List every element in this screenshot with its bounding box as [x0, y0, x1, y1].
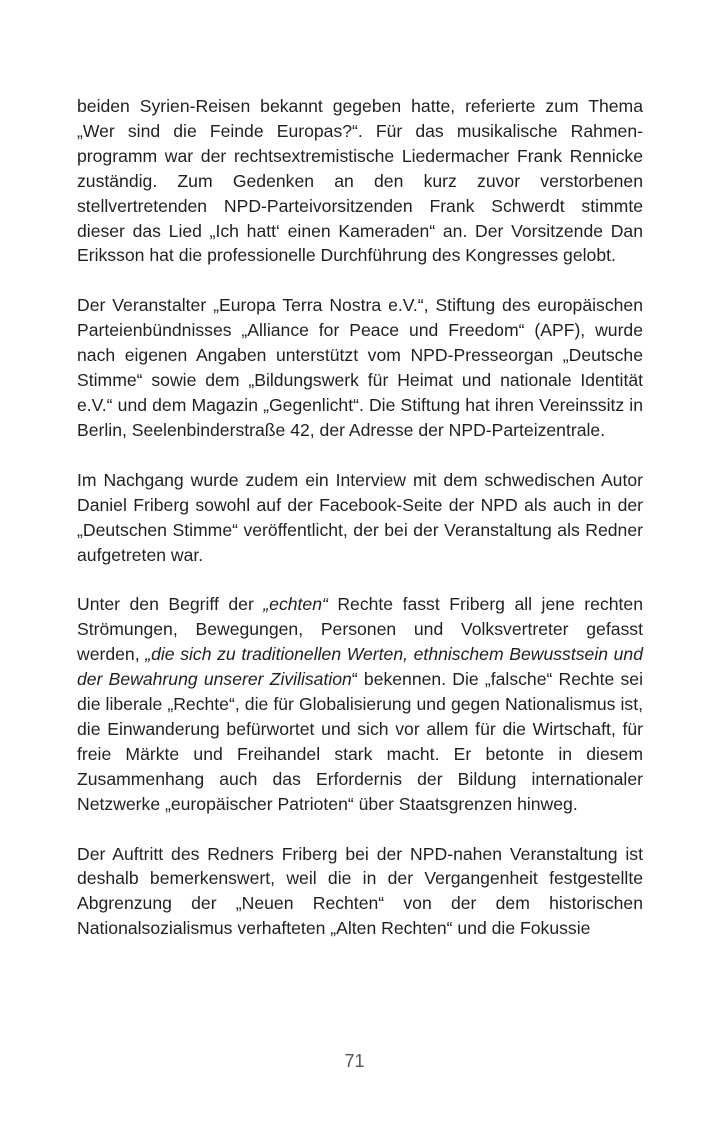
paragraph-syrien-reisen [77, 94, 643, 268]
italic-quote-traditionelle-werte: „die sich zu traditionellen Werten, ethnischem Bewusstsein und der Bewahrung unserer Zivilisation [77, 644, 643, 690]
paragraph-europa-terra-nostra [77, 293, 643, 442]
paragraph-text: Im Nachgang wurde zudem ein Interview mit dem schwedischen Autor Daniel Friberg sowohl auf der Facebook-Seite der NPD als auch in der „Deutschen Stimme“ veröffentlicht, der bei der Veranstaltung als Redner aufgetreten war. [77, 469, 643, 565]
paragraph-auftritt-friberg [77, 842, 643, 942]
paragraph-text: Rechte fasst Friberg all jene rechten Strömungen, Bewegungen, Personen und Volksvertreter gefasst werden, [77, 594, 643, 665]
paragraph-interview-friberg [77, 468, 643, 568]
page-body [77, 94, 643, 941]
paragraph-text: Der Veranstalter „Europa Terra Nostra e.V.“, Stiftung des europäischen Parteienbündnisses „Alliance for Peace und Freedom“ (APF), wurde nach eigenen Angaben unterstützt vom NPD-Presseorgan „Deutsche Stimme“ sowie dem „Bildungswerk für Heimat und nationale Identität e.V.“ und dem Magazin „Gegenlicht“. Die Stiftung hat ihren Vereinssitz in Berlin, Seelenbinderstraße 42, der Adresse der NPD-Parteizentrale. [77, 295, 643, 440]
paragraph-text: “ bekennen. Die „falsche“ Rechte sei die liberale „Rechte“, die für Globalisierung und gegen Nationalismus ist, die Einwanderung befürwortet und sich vor allem für die Wirtschaft, für freie Märkte und Freihandel stark macht. Er betonte in diesem Zusammenhang auch das Erfordernis der Bildung internationaler Netzwerke „europäischer Patrioten“ über Staatsgrenzen hinweg. [77, 669, 644, 814]
paragraph-echte-rechte [77, 592, 643, 816]
italic-term-echten: „echten“ [263, 594, 328, 615]
paragraph-text: beiden Syrien-Reisen bekannt gegeben hatte, referierte zum Thema „Wer sind die Feinde Europas?“. Für das musikalische Rahmenprogramm war der rechtsextremistische Liedermacher Frank Rennicke zuständig. Zum Gedenken an den kurz zuvor verstorbenen stellvertretenden NPD-Parteivorsitzenden Frank Schwerdt stimmte dieser das Lied „Ich hatt‘ einen Kameraden“ an. Der Vorsitzende Dan Eriksson hat die professionelle Durchführung des Kongresses gelobt. [77, 96, 643, 266]
page-number: 71 [344, 1051, 365, 1071]
paragraph-text: Unter den Begriff der [77, 594, 264, 615]
paragraph-text: Der Auftritt des Redners Friberg bei der NPD-nahen Veranstaltung ist deshalb bemerkenswert, weil die in der Vergangenheit festgestellte Abgrenzung der „Neuen Rechten“ von der dem historischen Nationalsozialismus verhafteten „Alten Rechten“ und die Fokussie [77, 843, 643, 939]
